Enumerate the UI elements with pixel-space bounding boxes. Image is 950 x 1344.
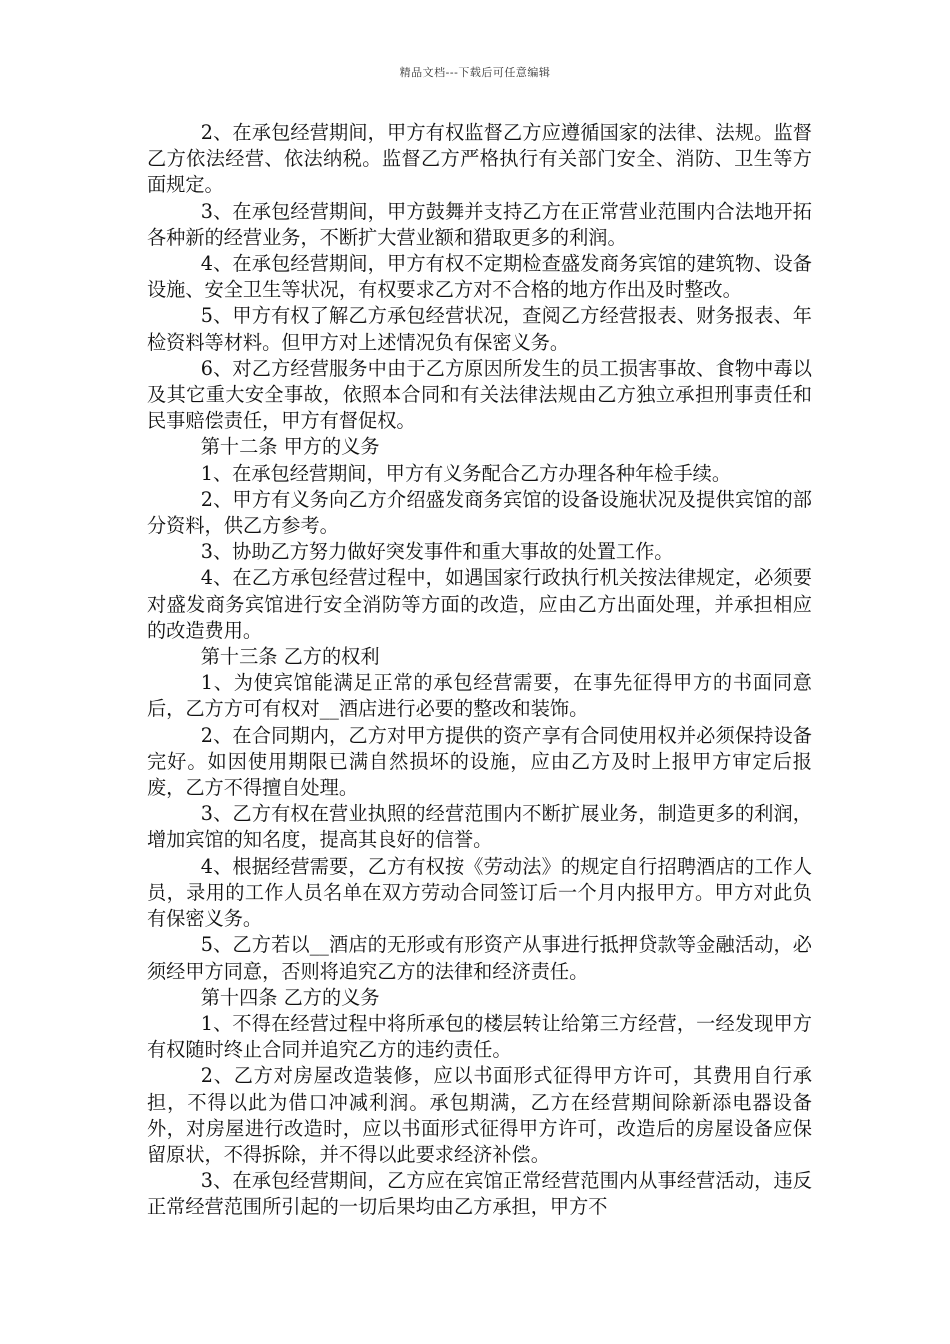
section-heading: 第十二条 甲方的义务: [200, 435, 380, 459]
paragraph: 3、在承包经营期间，乙方应在宾馆正常经营范围内从事经营活动，违反正常经营范围所引起的一切后果均由乙方承担，甲方不: [147, 1169, 812, 1219]
paragraph: 6、对乙方经营服务中由于乙方原因所发生的员工损害事故、食物中毒以及其它重大安全事故，依照本合同和有关法律法规由乙方独立承担刑事责任和民事赔偿责任，甲方有督促权。: [147, 356, 812, 433]
paragraph: 3、协助乙方努力做好突发事件和重大事故的处置工作。: [200, 540, 674, 564]
paragraph: 5、甲方有权了解乙方承包经营状况，查阅乙方经营报表、财务报表、年检资料等材料。但甲方对上述情况负有保密义务。: [147, 304, 812, 354]
paragraph: 3、乙方有权在营业执照的经营范围内不断扩展业务，制造更多的利润，增加宾馆的知名度，提高其良好的信誉。: [147, 802, 812, 852]
paragraph: 3、在承包经营期间，甲方鼓舞并支持乙方在正常营业范围内合法地开拓各种新的经营业务，不断扩大营业额和猎取更多的利润。: [147, 199, 812, 249]
section-heading: 第十三条 乙方的权利: [200, 645, 380, 669]
paragraph: 4、在承包经营期间，甲方有权不定期检查盛发商务宾馆的建筑物、设备设施、安全卫生等状况，有权要求乙方对不合格的地方作出及时整改。: [147, 252, 812, 302]
paragraph: 1、在承包经营期间，甲方有义务配合乙方办理各种年检手续。: [200, 461, 732, 485]
paragraph: 4、根据经营需要，乙方有权按《劳动法》的规定自行招聘酒店的工作人员，录用的工作人员名单在双方劳动合同签订后一个月内报甲方。甲方对此负有保密义务。: [147, 854, 812, 931]
page-header: 精品文档---下载后可任意编辑: [399, 66, 551, 79]
paragraph: 2、在承包经营期间，甲方有权监督乙方应遵循国家的法律、法规。监督乙方依法经营、依法纳税。监督乙方严格执行有关部门安全、消防、卫生等方面规定。: [147, 121, 812, 197]
paragraph: 1、为使宾馆能满足正常的承包经营需要，在事先征得甲方的书面同意后，乙方方可有权对__酒店进行必要的整改和装饰。: [147, 671, 812, 721]
paragraph: 2、乙方对房屋改造装修，应以书面形式征得甲方许可，其费用自行承担，不得以此为借口冲减利润。承包期满，乙方在经营期间除新添电器设备外，对房屋进行改造时，应以书面形式征得甲方许可，改造后的房屋设备应保留原状，不得拆除，并不得以此要求经济补偿。: [147, 1064, 812, 1166]
document-body: [147, 120, 812, 1221]
section-heading: 第十四条 乙方的义务: [200, 985, 380, 1009]
paragraph: 4、在乙方承包经营过程中，如遇国家行政执行机关按法律规定，必须要对盛发商务宾馆进行安全消防等方面的改造，应由乙方出面处理，并承担相应的改造费用。: [147, 566, 812, 642]
paragraph: 2、在合同期内，乙方对甲方提供的资产享有合同使用权并必须保持设备完好。如因使用期限已满自然损坏的设施，应由乙方及时上报甲方审定后报废，乙方不得擅自处理。: [147, 723, 812, 800]
paragraph: 2、甲方有义务向乙方介绍盛发商务宾馆的设备设施状况及提供宾馆的部分资料，供乙方参考。: [147, 487, 812, 538]
paragraph: 1、不得在经营过程中将所承包的楼层转让给第三方经营，一经发现甲方有权随时终止合同并追究乙方的违约责任。: [147, 1011, 812, 1062]
paragraph: 5、乙方若以__酒店的无形或有形资产从事进行抵押贷款等金融活动，必须经甲方同意，否则将追究乙方的法律和经济责任。: [147, 933, 812, 983]
